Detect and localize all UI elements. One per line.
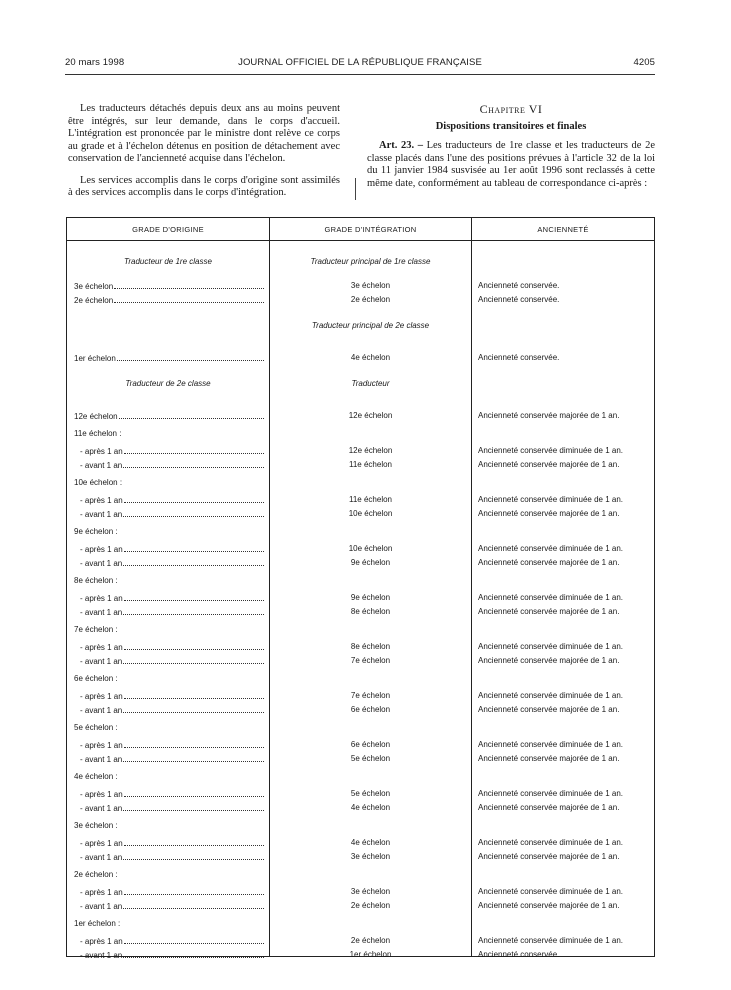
grade-origin-cell [80, 886, 264, 899]
grade-origin-cell [80, 900, 264, 913]
anciennete-cell: Ancienneté conservée diminuée de 1 an. [478, 838, 623, 847]
correspondence-table [66, 217, 655, 960]
cell-text: - après 1 an [80, 545, 123, 554]
table-row [67, 900, 654, 912]
grade-origin-cell [80, 459, 264, 472]
dot-leader [117, 352, 264, 361]
subheading-origin: Traducteur de 1re classe [124, 257, 212, 266]
anciennete-cell: Ancienneté conservée majorée de 1 an. [478, 509, 620, 518]
table-row [67, 294, 654, 306]
chapter-title: Dispositions transitoires et finales [435, 120, 587, 132]
grade-origin-cell [80, 690, 264, 703]
paragraph: Les traducteurs détachés depuis deux ans au moins peuvent être intégrés, sur leur demande, dans le corps d'accueil. L'intégration est prononcée par le ministre dont relève ce corps au grade et à l'échelon détenus en position de détachement avec conservation de l'ancienneté acquise dans l'échelon. [68, 103, 340, 164]
grade-integration-cell: 11e échelon [349, 460, 392, 469]
grade-origin-group [74, 624, 264, 636]
grade-origin-cell [80, 739, 264, 752]
grade-integration-cell: 9e échelon [350, 593, 391, 602]
grade-integration-cell: 6e échelon [350, 705, 391, 714]
table-row [67, 543, 654, 555]
table-row [67, 445, 654, 457]
grade-origin-group [74, 820, 264, 832]
table-row [67, 592, 654, 604]
cell-text: - avant 1 an [80, 559, 123, 568]
cell-text: 2e échelon [74, 296, 114, 305]
table-subheading-row [67, 378, 654, 390]
chapter-heading: Chapitre VI [479, 102, 543, 116]
table-row [67, 739, 654, 751]
table-row [67, 704, 654, 716]
table-row [67, 753, 654, 765]
cell-text: - après 1 an [80, 888, 123, 897]
dot-leader [123, 557, 264, 566]
cell-text: 4e échelon : [74, 772, 118, 781]
anciennete-cell: Ancienneté conservée. [478, 295, 560, 304]
grade-origin-cell [80, 445, 264, 458]
cell-text: - avant 1 an [80, 461, 123, 470]
table-group-row [67, 575, 654, 587]
dot-leader [124, 788, 264, 797]
publication-date: 20 mars 1998 [65, 57, 125, 68]
grade-integration-cell: 2e échelon [350, 901, 391, 910]
anciennete-cell: Ancienneté conservée majorée de 1 an. [478, 754, 620, 763]
header-grade-integration: GRADE D'INTÉGRATION [324, 225, 417, 234]
table-row [67, 655, 654, 667]
grade-origin-cell [80, 935, 264, 948]
table-row [67, 641, 654, 653]
grade-integration-cell: 3e échelon [350, 281, 391, 290]
right-column [367, 103, 655, 199]
grade-origin-cell [80, 788, 264, 801]
dot-leader [123, 508, 264, 517]
grade-origin-cell [80, 557, 264, 570]
cell-text: 1er échelon [74, 354, 116, 363]
table-group-row [67, 918, 654, 930]
table-row [67, 557, 654, 569]
cell-text: 5e échelon : [74, 723, 118, 732]
anciennete-cell: Ancienneté conservée diminuée de 1 an. [478, 544, 623, 553]
article-text: Les traducteurs de 1re classe et les traducteurs de 2e classe placés dans l'une des positions prévues à l'article 32 de la loi du 11 janvier 1984 susvisée au 1er août 1996 sont reclassés à cette même date, conformément au tableau de correspondance ci-après : [367, 140, 655, 189]
anciennete-cell: Ancienneté conservée. [478, 950, 560, 959]
anciennete-cell: Ancienneté conservée majorée de 1 an. [478, 803, 620, 812]
grade-origin-cell [80, 802, 264, 815]
dot-leader [123, 459, 264, 468]
dot-leader [123, 851, 264, 860]
cell-text: - avant 1 an [80, 902, 123, 911]
table-row [67, 494, 654, 506]
anciennete-cell: Ancienneté conservée. [478, 281, 560, 290]
table-row [67, 508, 654, 520]
page-header [65, 57, 655, 71]
cell-text: - avant 1 an [80, 951, 123, 960]
subheading-origin: Traducteur de 2e classe [125, 379, 211, 388]
table-row [67, 788, 654, 800]
table-group-row [67, 624, 654, 636]
cell-text: 8e échelon : [74, 576, 118, 585]
anciennete-cell: Ancienneté conservée diminuée de 1 an. [478, 446, 623, 455]
anciennete-cell: Ancienneté conservée majorée de 1 an. [478, 705, 620, 714]
grade-origin-group [74, 477, 264, 489]
dot-leader [124, 739, 264, 748]
grade-origin-cell [80, 851, 264, 864]
dot-leader [114, 294, 264, 303]
cell-text: 1er échelon : [74, 919, 121, 928]
table-subheading-row [67, 256, 654, 268]
journal-title: JOURNAL OFFICIEL DE LA RÉPUBLIQUE FRANÇAISE [238, 57, 482, 68]
dot-leader [124, 690, 264, 699]
grade-integration-cell: 7e échelon [350, 691, 391, 700]
cell-text: 2e échelon : [74, 870, 118, 879]
table-group-row [67, 722, 654, 734]
cell-text: 10e échelon : [74, 478, 123, 487]
grade-origin-cell [74, 294, 264, 307]
grade-origin-group [74, 575, 264, 587]
grade-integration-cell: 3e échelon [350, 852, 391, 861]
cell-text: 3e échelon [74, 282, 114, 291]
cell-text: - avant 1 an [80, 608, 123, 617]
table-row [67, 280, 654, 292]
table-group-row [67, 820, 654, 832]
cell-text: 7e échelon : [74, 625, 118, 634]
anciennete-cell: Ancienneté conservée majorée de 1 an. [478, 656, 620, 665]
grade-origin-group [74, 771, 264, 783]
anciennete-cell: Ancienneté conservée diminuée de 1 an. [478, 740, 623, 749]
anciennete-cell: Ancienneté conservée majorée de 1 an. [478, 558, 620, 567]
table-group-row [67, 869, 654, 881]
grade-origin-cell [80, 837, 264, 850]
cell-text: - après 1 an [80, 692, 123, 701]
cell-text: 6e échelon : [74, 674, 118, 683]
table-row [67, 606, 654, 618]
grade-origin-cell [74, 280, 264, 293]
grade-origin-cell [80, 592, 264, 605]
dot-leader [124, 641, 264, 650]
grade-integration-cell: 4e échelon [350, 803, 391, 812]
table-row [67, 851, 654, 863]
table-group-row [67, 477, 654, 489]
grade-origin-cell [80, 655, 264, 668]
header-anciennete: ANCIENNETÉ [537, 225, 589, 234]
cell-text: - avant 1 an [80, 804, 123, 813]
anciennete-cell: Ancienneté conservée diminuée de 1 an. [478, 593, 623, 602]
table-subheading-row [67, 320, 654, 332]
left-column [68, 103, 340, 209]
anciennete-cell: Ancienneté conservée diminuée de 1 an. [478, 642, 623, 651]
table-row [67, 949, 654, 961]
table-row [67, 690, 654, 702]
grade-integration-cell: 10e échelon [348, 509, 393, 518]
table-row [67, 410, 654, 422]
dot-leader [123, 949, 264, 958]
cell-text: - après 1 an [80, 741, 123, 750]
anciennete-cell: Ancienneté conservée diminuée de 1 an. [478, 887, 623, 896]
cell-text: - avant 1 an [80, 510, 123, 519]
grade-origin-cell [74, 410, 264, 423]
dot-leader [123, 655, 264, 664]
dot-leader [123, 753, 264, 762]
anciennete-cell: Ancienneté conservée diminuée de 1 an. [478, 936, 623, 945]
grade-integration-cell: 12e échelon [348, 446, 393, 455]
grade-origin-group [74, 673, 264, 685]
cell-text: - après 1 an [80, 643, 123, 652]
dot-leader [124, 445, 264, 454]
page-number: 4205 [633, 57, 655, 68]
article-label: Art. 23. – [379, 140, 423, 151]
grade-origin-group [74, 869, 264, 881]
anciennete-cell: Ancienneté conservée diminuée de 1 an. [478, 495, 623, 504]
table-group-row [67, 428, 654, 440]
dot-leader [124, 935, 264, 944]
header-divider [67, 240, 654, 241]
cell-text: - avant 1 an [80, 657, 123, 666]
subheading-integration: Traducteur [351, 379, 390, 388]
cell-text: - avant 1 an [80, 755, 123, 764]
cell-text: 9e échelon : [74, 527, 118, 536]
grade-origin-group [74, 722, 264, 734]
table-row [67, 459, 654, 471]
table-row [67, 935, 654, 947]
dot-leader [123, 704, 264, 713]
grade-origin-cell [80, 494, 264, 507]
grade-integration-cell: 4e échelon [350, 838, 391, 847]
grade-origin-cell [80, 704, 264, 717]
grade-origin-cell [80, 753, 264, 766]
grade-integration-cell: 8e échelon [350, 642, 391, 651]
article-paragraph [367, 140, 655, 190]
grade-origin-cell [80, 641, 264, 654]
grade-integration-cell: 8e échelon [350, 607, 391, 616]
cell-text: - après 1 an [80, 594, 123, 603]
table-group-row [67, 673, 654, 685]
subheading-integration: Traducteur principal de 2e classe [311, 321, 430, 330]
dot-leader [123, 802, 264, 811]
table-row [67, 886, 654, 898]
cell-text: - avant 1 an [80, 853, 123, 862]
dot-leader [123, 900, 264, 909]
anciennete-cell: Ancienneté conservée majorée de 1 an. [478, 852, 620, 861]
anciennete-cell: Ancienneté conservée majorée de 1 an. [478, 411, 620, 420]
grade-integration-cell: 6e échelon [350, 740, 391, 749]
grade-origin-cell [80, 508, 264, 521]
cell-text: 12e échelon [74, 412, 118, 421]
dot-leader [124, 886, 264, 895]
grade-origin-group [74, 526, 264, 538]
grade-integration-cell: 10e échelon [348, 544, 393, 553]
table-group-row [67, 526, 654, 538]
table-row [67, 352, 654, 364]
grade-integration-cell: 7e échelon [350, 656, 391, 665]
anciennete-cell: Ancienneté conservée majorée de 1 an. [478, 607, 620, 616]
grade-integration-cell: 9e échelon [350, 558, 391, 567]
cell-text: - après 1 an [80, 790, 123, 799]
column-divider [355, 178, 356, 200]
anciennete-cell: Ancienneté conservée diminuée de 1 an. [478, 691, 623, 700]
cell-text: - après 1 an [80, 937, 123, 946]
grade-origin-cell [80, 949, 264, 962]
cell-text: - avant 1 an [80, 706, 123, 715]
anciennete-cell: Ancienneté conservée diminuée de 1 an. [478, 789, 623, 798]
dot-leader [123, 606, 264, 615]
grade-integration-cell: 4e échelon [350, 353, 391, 362]
table-row [67, 802, 654, 814]
table-row [67, 837, 654, 849]
cell-text: - après 1 an [80, 496, 123, 505]
cell-text: 3e échelon : [74, 821, 118, 830]
grade-integration-cell: 2e échelon [350, 936, 391, 945]
grade-integration-cell: 1er échelon [349, 950, 392, 959]
grade-integration-cell: 12e échelon [348, 411, 393, 420]
cell-text: - après 1 an [80, 447, 123, 456]
grade-origin-group [74, 428, 264, 440]
grade-integration-cell: 5e échelon [350, 754, 391, 763]
anciennete-cell: Ancienneté conservée majorée de 1 an. [478, 901, 620, 910]
dot-leader [114, 280, 264, 289]
grade-origin-cell [80, 606, 264, 619]
grade-origin-cell [80, 543, 264, 556]
header-grade-origine: GRADE D'ORIGINE [132, 225, 204, 234]
grade-integration-cell: 3e échelon [350, 887, 391, 896]
grade-integration-cell: 5e échelon [350, 789, 391, 798]
dot-leader [124, 543, 264, 552]
dot-leader [124, 837, 264, 846]
cell-text: - après 1 an [80, 839, 123, 848]
dot-leader [124, 494, 264, 503]
dot-leader [124, 592, 264, 601]
grade-origin-group [74, 918, 264, 930]
anciennete-cell: Ancienneté conservée. [478, 353, 560, 362]
grade-integration-cell: 11e échelon [349, 495, 392, 504]
subheading-integration: Traducteur principal de 1re classe [310, 257, 431, 266]
paragraph: Les services accomplis dans le corps d'origine sont assimilés à des services accomplis dans le corps d'intégration. [68, 174, 340, 198]
table-group-row [67, 771, 654, 783]
grade-origin-cell [74, 352, 264, 365]
dot-leader [119, 410, 264, 419]
anciennete-cell: Ancienneté conservée majorée de 1 an. [478, 460, 620, 469]
cell-text: 11e échelon : [74, 429, 122, 438]
header-rule [65, 74, 655, 75]
grade-integration-cell: 2e échelon [350, 295, 391, 304]
